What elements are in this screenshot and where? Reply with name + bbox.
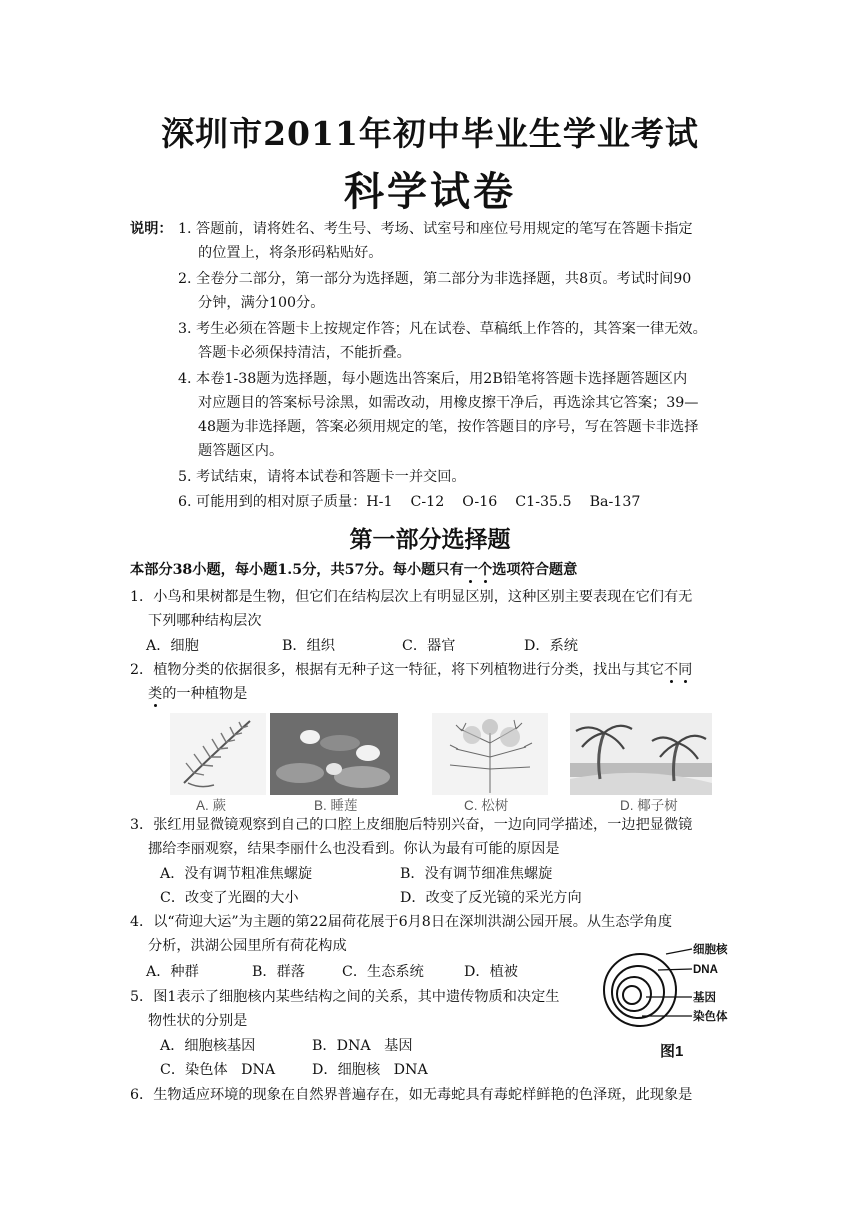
question-4-option-b: B．群落 — [252, 964, 305, 980]
question-3-option-b: B．没有调节细准焦螺旋 — [400, 866, 553, 882]
water-lily-image — [270, 713, 398, 795]
caption-water-lily: B. 睡莲 — [314, 798, 358, 813]
question-4-option-a: A．种群 — [146, 964, 199, 980]
caption-pine: C. 松树 — [464, 798, 509, 813]
note-2-line-1: 2. 全卷分二部分，第一部分为选择题，第二部分为非选择题，共8页。考试时间90 — [178, 271, 692, 287]
note-4-line-4: 题答题区内。 — [198, 443, 284, 459]
figure-1-nested-circles — [600, 924, 740, 1060]
figure-1-label-nucleus: 细胞核 — [693, 944, 728, 956]
question-2-line-2: 类的一种植物是 — [148, 686, 248, 702]
section-intro: 本部分38小题，每小题1.5分，共57分。每小题只有一个选项符合题意 — [130, 562, 578, 578]
pine-tree-image — [432, 713, 548, 795]
question-1-option-b: B．组织 — [282, 638, 335, 654]
note-5-line-1: 5. 考试结束，请将本试卷和答题卡一并交回。 — [178, 469, 466, 485]
fern-image — [170, 713, 266, 795]
note-4-line-2: 对应题目的答案标号涂黑，如需改动，用橡皮擦干净后，再选涂其它答案；39— — [198, 395, 699, 411]
question-4-line-2: 分析，洪湖公园里所有荷花构成 — [148, 938, 347, 954]
exam-title: 深圳市2011年初中毕业生学业考试 — [161, 114, 699, 153]
figure-1-caption: 图1 — [660, 1043, 684, 1060]
question-3-line-2: 挪给李丽观察，结果李丽什么也没看到。你认为最有可能的原因是 — [148, 841, 560, 857]
question-5-option-c: C．染色体 DNA — [160, 1062, 276, 1078]
question-3-option-a: A．没有调节粗准焦螺旋 — [160, 866, 313, 882]
notes-label: 说明： — [130, 221, 173, 237]
note-2-line-2: 分钟，满分100分。 — [198, 295, 325, 311]
question-1-option-c: C．器官 — [402, 638, 456, 654]
question-3-option-d: D．改变了反光镜的采光方向 — [400, 890, 582, 906]
question-6-line-1: 6．生物适应环境的现象在自然界普遍存在，如无毒蛇具有毒蛇样鲜艳的色泽斑，此现象是 — [130, 1087, 693, 1103]
note-4-line-3: 48题为非选择题，答案必须用规定的笔，按作答题目的序号，写在答题卡非选择 — [198, 419, 699, 435]
question-5-option-a: A．细胞核基因 — [160, 1038, 256, 1054]
caption-fern: A. 蕨 — [196, 798, 227, 813]
question-4-option-d: D．植被 — [464, 964, 518, 980]
note-6-line-1: 6. 可能用到的相对原子质量：H-1 C-12 O-16 C1-35.5 Ba-137 — [178, 494, 641, 510]
question-1-option-d: D．系统 — [524, 638, 578, 654]
figure-1-label-chromosome: 染色体 — [693, 1011, 728, 1023]
question-4-line-1: 4．以“荷迎大运”为主题的第22届荷花展于6月8日在深圳洪湖公园开展。从生态学角度 — [130, 914, 673, 930]
caption-coconut-palm: D. 椰子树 — [620, 798, 678, 813]
note-4-line-1: 4. 本卷1-38题为选择题，每小题选出答案后，用2B铅笔将答题卡选择题答题区内 — [178, 371, 688, 387]
question-1-line-2: 下列哪种结构层次 — [148, 613, 262, 629]
question-5-line-1: 5．图1表示了细胞核内某些结构之间的关系，其中遗传物质和决定生 — [130, 989, 560, 1005]
question-1-line-1: 1．小鸟和果树都是生物，但它们在结构层次上有明显区别，这种区别主要表现在它们有无 — [130, 589, 693, 605]
question-5-option-d: D．细胞核 DNA — [312, 1062, 428, 1078]
question-2-line-1: 2．植物分类的依据很多，根据有无种子这一特征，将下列植物进行分类，找出与其它不同 — [130, 662, 693, 678]
note-1-line-2: 的位置上，将条形码粘贴好。 — [198, 245, 383, 261]
coconut-palm-image — [570, 713, 712, 795]
note-3-line-1: 3. 考生必须在答题卡上按规定作答；凡在试卷、草稿纸上作答的，其答案一律无效。 — [178, 321, 707, 337]
section-title: 第一部分选择题 — [349, 526, 511, 553]
question-3-line-1: 3．张红用显微镜观察到自己的口腔上皮细胞后特别兴奋，一边向同学描述，一边把显微镜 — [130, 817, 693, 833]
note-1-line-1: 1. 答题前，请将姓名、考生号、考场、试室号和座位号用规定的笔写在答题卡指定 — [178, 221, 693, 237]
figure-1-label-dna: DNA — [693, 964, 718, 976]
question-1-option-a: A．细胞 — [146, 638, 199, 654]
exam-subtitle: 科学试卷 — [344, 168, 516, 215]
question-3-option-c: C．改变了光圈的大小 — [160, 890, 299, 906]
question-5-option-b: B．DNA 基因 — [312, 1038, 413, 1054]
figure-1-label-gene: 基因 — [693, 992, 716, 1004]
note-3-line-2: 答题卡必须保持清洁，不能折叠。 — [198, 345, 411, 361]
question-4-option-c: C．生态系统 — [342, 964, 424, 980]
question-5-line-2: 物性状的分别是 — [148, 1013, 248, 1029]
